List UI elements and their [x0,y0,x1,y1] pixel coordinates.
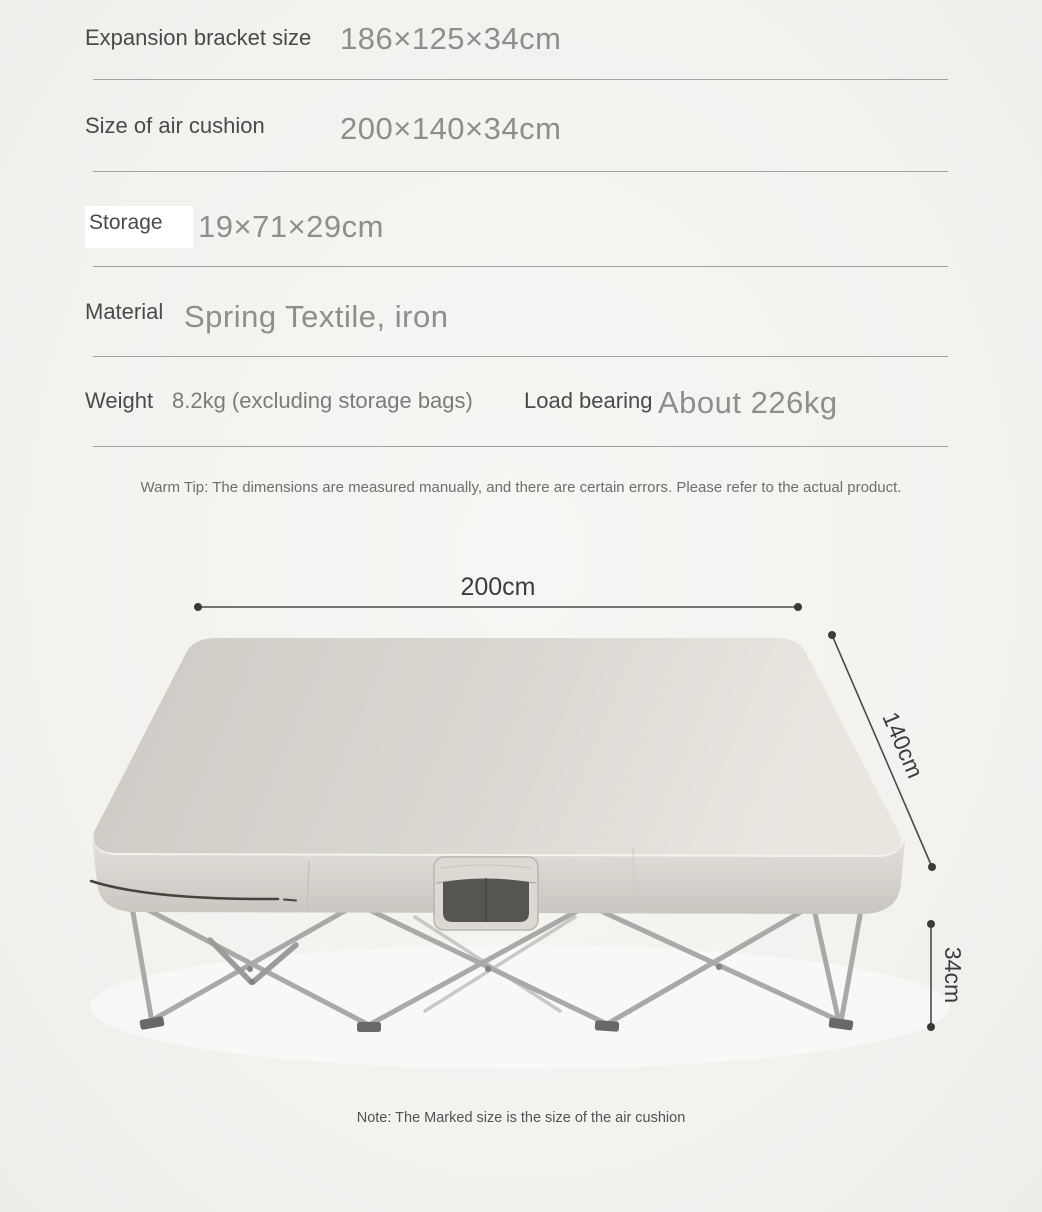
divider [93,446,948,447]
diagram-note: Note: The Marked size is the size of the air cushion [356,1110,686,1126]
spec-label-weight: Weight [85,388,154,413]
dimension-height-label: 34cm [940,946,966,1004]
divider [93,171,948,172]
spec-label-expansion-bracket-size: Expansion bracket size [85,25,312,50]
dimension-endpoint-dot [928,863,936,871]
dimension-width-label: 200cm [460,573,536,601]
dimension-endpoint-dot [927,920,935,928]
divider [93,79,948,80]
mattress-top-surface [94,638,901,855]
spec-table [0,0,1042,547]
air-bed-dimension-diagram [0,545,1042,1105]
spec-value-storage: 19×71×29cm [198,209,384,244]
spec-value-weight: 8.2kg (excluding storage bags) [172,388,473,413]
spec-label-storage: Storage [89,211,163,234]
dimension-endpoint-dot [828,631,836,639]
dimension-width [194,573,802,611]
spec-label-load-bearing: Load bearing [524,388,653,413]
dimension-endpoint-dot [794,603,802,611]
air-mattress [91,638,905,930]
dimension-depth-label: 140cm [877,708,929,782]
dimension-endpoint-dot [194,603,202,611]
spec-value-air-cushion-size: 200×140×34cm [340,111,562,146]
dimension-endpoint-dot [927,1023,935,1031]
spec-value-expansion-bracket-size: 186×125×34cm [340,21,562,56]
floor-highlight [90,945,950,1069]
divider [93,266,948,267]
spec-label-air-cushion-size: Size of air cushion [85,113,265,138]
divider [93,356,948,357]
storage-pocket [434,857,538,930]
spec-value-material: Spring Textile, iron [184,299,449,334]
spec-label-material: Material [85,299,164,324]
spec-value-load-bearing: About 226kg [658,385,838,420]
warm-tip-text: Warm Tip: The dimensions are measured manually, and there are certain errors. Please refer to the actual product. [140,479,902,496]
